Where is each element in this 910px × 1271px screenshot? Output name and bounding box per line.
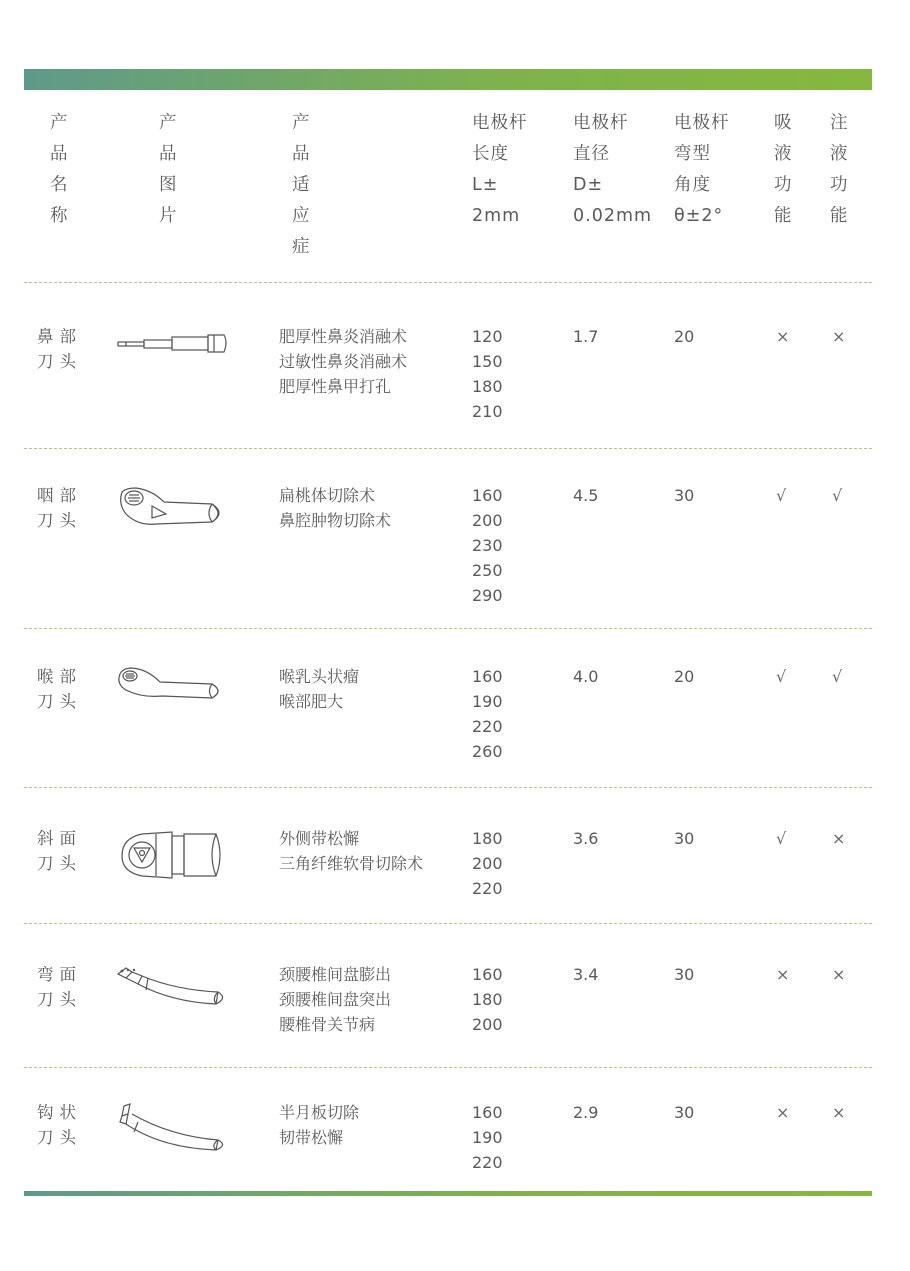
row-3-angle: 20 xyxy=(674,667,695,686)
row-6-product-name: 钩状 刀头 xyxy=(37,1103,82,1147)
row-1-lengths: 120 150 180 210 xyxy=(472,327,503,421)
top-accent-bar xyxy=(24,69,872,90)
row-2-indications: 扁桃体切除术 鼻腔肿物切除术 xyxy=(279,486,392,530)
row-divider xyxy=(24,448,872,449)
row-divider xyxy=(24,628,872,629)
curved-blade-icon xyxy=(112,964,234,1010)
row-4-injection: × xyxy=(832,829,846,848)
row-divider xyxy=(24,1067,872,1068)
row-5-suction: × xyxy=(776,965,790,984)
row-3-suction: √ xyxy=(776,667,787,686)
row-divider xyxy=(24,282,872,283)
header-product-image: 产 品 图 片 xyxy=(159,113,178,226)
row-5-diameter: 3.4 xyxy=(573,965,599,984)
row-3-injection: √ xyxy=(832,667,843,686)
row-2-lengths: 160 200 230 250 290 xyxy=(472,486,503,605)
header-bend-angle: 电极杆 弯型 角度 θ±2° xyxy=(674,113,730,226)
bottom-accent-bar xyxy=(24,1191,872,1196)
row-4-suction: √ xyxy=(776,829,787,848)
header-shaft-diameter: 电极杆 直径 D± 0.02mm xyxy=(573,113,653,226)
row-2-angle: 30 xyxy=(674,486,695,505)
laryngeal-blade-icon xyxy=(112,664,234,704)
header-product-name: 产 品 名 称 xyxy=(50,113,69,226)
header-suction: 吸 液 功 能 xyxy=(774,113,793,226)
row-5-angle: 30 xyxy=(674,965,695,984)
row-5-indications: 颈腰椎间盘膨出 颈腰椎间盘突出 腰椎骨关节病 xyxy=(279,965,392,1034)
bevel-blade-icon xyxy=(112,826,234,884)
row-1-product-name: 鼻部 刀头 xyxy=(37,327,82,371)
row-2-suction: √ xyxy=(776,486,787,505)
row-4-product-name: 斜面 刀头 xyxy=(37,829,82,873)
row-4-diameter: 3.6 xyxy=(573,829,599,848)
row-3-indications: 喉乳头状瘤 喉部肥大 xyxy=(279,667,360,711)
row-3-diameter: 4.0 xyxy=(573,667,599,686)
row-2-product-name: 咽部 刀头 xyxy=(37,486,82,530)
row-5-lengths: 160 180 200 xyxy=(472,965,503,1034)
row-1-angle: 20 xyxy=(674,327,695,346)
nasal-blade-icon xyxy=(112,326,232,356)
row-3-product-name: 喉部 刀头 xyxy=(37,667,82,711)
row-6-suction: × xyxy=(776,1103,790,1122)
row-1-injection: × xyxy=(832,327,846,346)
row-2-injection: √ xyxy=(832,486,843,505)
row-6-lengths: 160 190 220 xyxy=(472,1103,503,1172)
row-6-indications: 半月板切除 韧带松懈 xyxy=(279,1103,360,1147)
row-3-lengths: 160 190 220 260 xyxy=(472,667,503,761)
row-4-lengths: 180 200 220 xyxy=(472,829,503,898)
row-6-diameter: 2.9 xyxy=(573,1103,599,1122)
row-6-injection: × xyxy=(832,1103,846,1122)
row-5-injection: × xyxy=(832,965,846,984)
row-2-diameter: 4.5 xyxy=(573,486,599,505)
header-indication: 产 品 适 应 症 xyxy=(292,113,311,257)
row-5-product-name: 弯面 刀头 xyxy=(37,965,82,1009)
header-injection: 注 液 功 能 xyxy=(830,113,849,226)
row-4-angle: 30 xyxy=(674,829,695,848)
row-1-suction: × xyxy=(776,327,790,346)
row-divider xyxy=(24,787,872,788)
row-1-indications: 肥厚性鼻炎消融术 过敏性鼻炎消融术 肥厚性鼻甲打孔 xyxy=(279,327,408,396)
row-1-diameter: 1.7 xyxy=(573,327,599,346)
row-divider xyxy=(24,923,872,924)
header-shaft-length: 电极杆 长度 L± 2mm xyxy=(472,113,528,226)
row-6-angle: 30 xyxy=(674,1103,695,1122)
hook-blade-icon xyxy=(112,1100,234,1160)
pharyngeal-blade-icon xyxy=(112,484,234,532)
row-4-indications: 外侧带松懈 三角纤维软骨切除术 xyxy=(279,829,424,873)
